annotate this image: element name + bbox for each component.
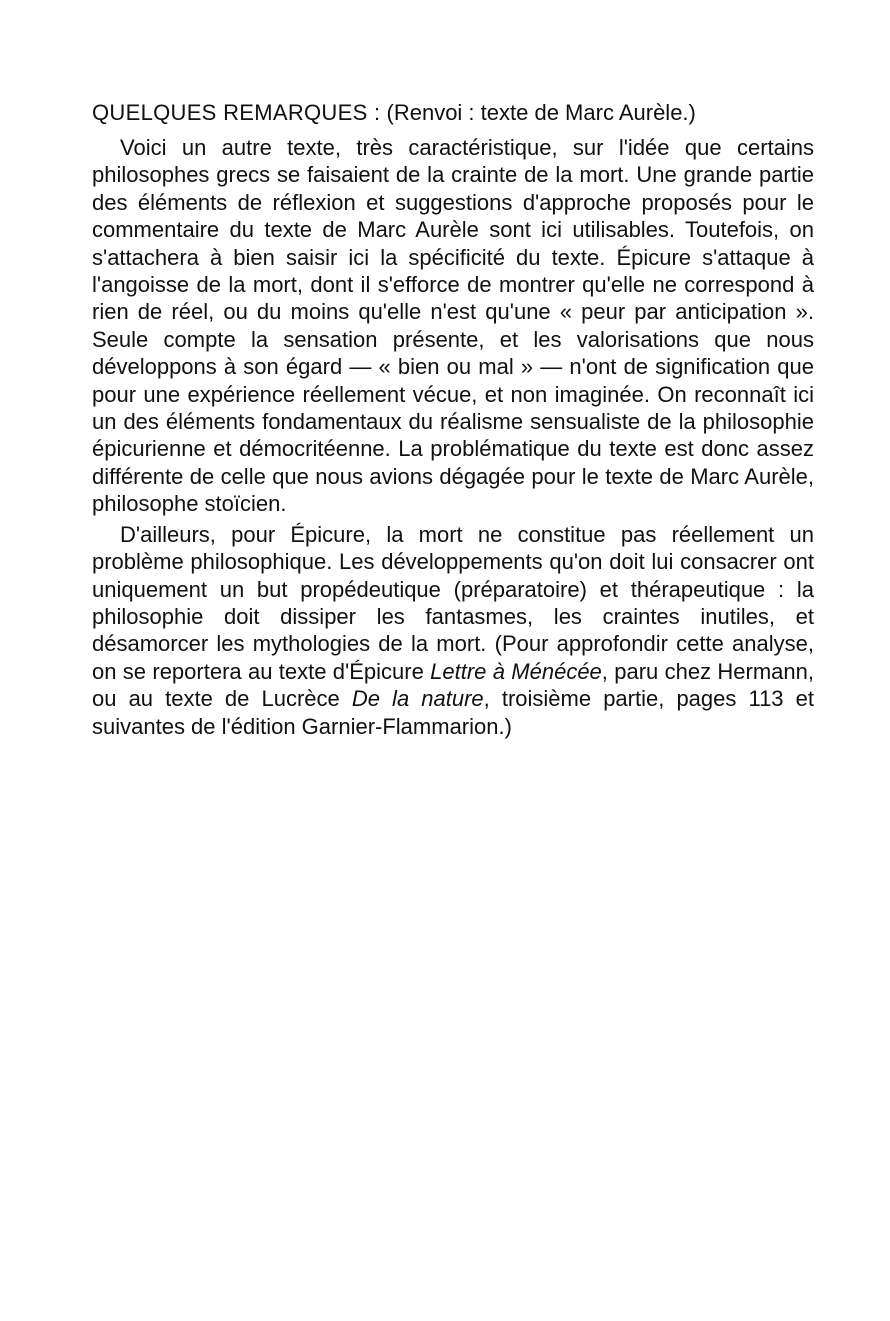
paragraph-2-text-c: , troisième partie, pages 113 et suivantes de l'édition Garnier-Flammarion.) bbox=[92, 686, 814, 739]
section-heading bbox=[92, 99, 814, 126]
section-heading-reference: (Renvoi : texte de Marc Aurèle.) bbox=[386, 100, 696, 125]
paragraph-2 bbox=[92, 521, 814, 740]
work-title-lettre-a-menecee: Lettre à Ménécée bbox=[430, 658, 602, 684]
document-page bbox=[92, 99, 814, 740]
paragraph-2-text-b: , paru chez Hermann, ou au texte de Lucrèce bbox=[92, 658, 814, 712]
paragraph-2-text-a: D'ailleurs, pour Épicure, la mort ne constitue pas réellement un problème philosophique. Les développements qu'on doit lui consacrer ont uniquement un but propédeutique (préparatoire) et thérapeutique : la philosophie doit dissiper les fantasmes, les craintes inutiles, et désamorcer les mythologies de la mort. (Pour approfondir cette analyse, on se reportera au texte d'Épicure bbox=[92, 521, 814, 684]
section-heading-title: QUELQUES REMARQUES : bbox=[92, 100, 381, 125]
work-title-de-la-nature: De la nature bbox=[351, 686, 484, 712]
paragraph-1: Voici un autre texte, très caractéristique, sur l'idée que certains philosophes grecs se faisaient de la crainte de la mort. Une grande partie des éléments de réflexion et suggestions d'approche proposés pour le commentaire du texte de Marc Aurèle sont ici utilisables. Toutefois, on s'attachera à bien saisir ici la spécificité du texte. Épicure s'attaque à l'angoisse de la mort, dont il s'efforce de montrer qu'elle ne correspond à rien de réel, ou du moins qu'elle n'est qu'une « peur par anticipation ». Seule compte la sensation présente, et les valorisations que nous développons à son égard — « bien ou mal » — n'ont de signification que pour une expérience réellement vécue, et non imaginée. On reconnaît ici un des éléments fondamentaux du réalisme sensualiste de la philosophie épicurienne et démocritéenne. La problématique du texte est donc assez différente de celle que nous avions dégagée pour le texte de Marc Aurèle, philosophe stoïcien. bbox=[92, 135, 814, 517]
